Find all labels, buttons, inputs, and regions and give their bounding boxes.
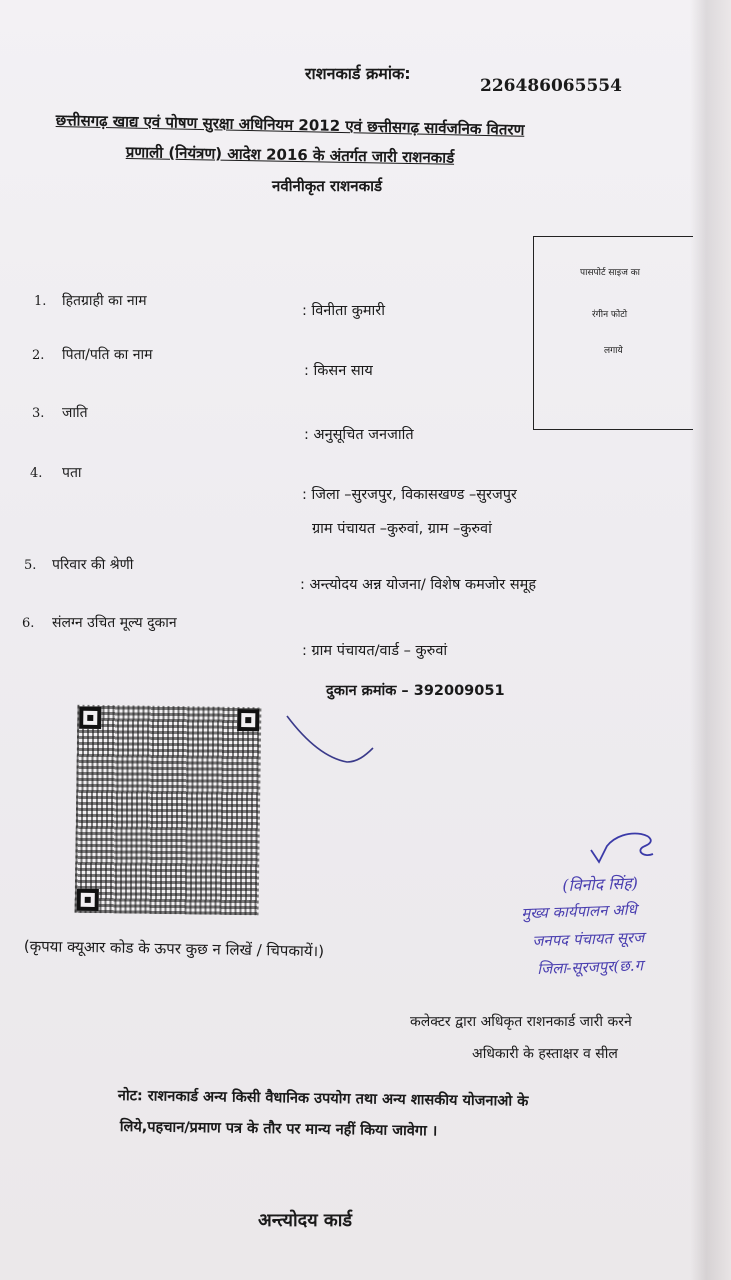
field-value-beneficiary-name: : विनीता कुमारी xyxy=(302,303,385,319)
field-label-family-category: परिवार की श्रेणी xyxy=(52,557,134,573)
field-value-caste: : अनुसूचित जनजाति xyxy=(304,427,414,443)
qr-code xyxy=(75,705,262,916)
field-label-beneficiary-name: हितग्राही का नाम xyxy=(62,293,147,309)
field-number: 2. xyxy=(32,348,45,363)
field-value-family-category: : अन्त्योदय अन्न योजना/ विशेष कमजोर समूह xyxy=(300,577,537,593)
header-line-2: प्रणाली (नियंत्रण) आदेश 2016 के अंतर्गत जारी राशनकार्ड xyxy=(125,142,455,167)
field-label-fair-price-shop: संलग्न उचित मूल्य दुकान xyxy=(52,615,177,631)
field-value-father-husband-name: : किसन साय xyxy=(304,363,373,379)
field-label-father-husband-name: पिता/पति का नाम xyxy=(62,347,153,363)
card-number-value: 226486065554 xyxy=(480,76,622,96)
disclaimer-note-line-1: नोट: राशनकार्ड अन्य किसी वैधानिक उपयोग तथा अन्य शासकीय योजनाओ के xyxy=(117,1087,529,1110)
signature-caption-line-2: अधिकारी के हस्ताक्षर व सील xyxy=(472,1046,618,1062)
official-seal-stamp xyxy=(520,869,724,996)
qr-finder-top-right xyxy=(237,709,259,731)
photo-box-line-3: लगाये xyxy=(604,346,623,356)
photo-box xyxy=(533,236,693,430)
photo-box-line-1: पासपोर्ट साइज का xyxy=(580,268,640,278)
field-value-fair-price-shop: : ग्राम पंचायत/वार्ड – कुरुवां xyxy=(302,643,448,659)
card-number-label: राशनकार्ड क्रमांक: xyxy=(305,64,411,83)
field-label-caste: जाति xyxy=(62,405,88,421)
qr-instruction-note: (कृपया क्यूआर कोड के ऊपर कुछ न लिखें / चिपकायें।) xyxy=(23,936,325,961)
header-line-3: नवीनीकृत राशनकार्ड xyxy=(272,177,383,195)
photo-box-line-2: रंगीन फोटो xyxy=(592,310,628,320)
qr-finder-top-left xyxy=(79,707,101,729)
handwritten-tick-mark xyxy=(285,712,375,772)
field-number: 1. xyxy=(34,294,47,309)
field-value-address-line-2: ग्राम पंचायत –कुरुवां, ग्राम –कुरुवां xyxy=(312,521,492,537)
field-label-address: पता xyxy=(62,465,82,481)
stamp-line-3: जनपद पंचायत सूरज xyxy=(531,928,645,951)
field-value-shop-number: दुकान क्रमांक – 392009051 xyxy=(326,683,505,699)
signature-caption-line-1: कलेक्टर द्वारा अधिकृत राशनकार्ड जारी करने xyxy=(410,1014,632,1030)
field-number: 4. xyxy=(30,466,43,481)
signature-scribble xyxy=(585,828,665,876)
field-number: 6. xyxy=(22,616,35,631)
stamp-line-1: (विनोद सिंह) xyxy=(562,873,639,896)
qr-finder-bottom-left xyxy=(77,889,99,911)
header-line-1: छत्तीसगढ़ खाद्य एवं पोषण सुरक्षा अधिनियम 2012 एवं छत्तीसगढ़ सार्वजनिक वितरण xyxy=(55,110,525,139)
paper-crease xyxy=(690,0,731,1280)
stamp-line-2: मुख्य कार्यपालन अधि xyxy=(520,900,638,923)
stamp-line-4: जिला-सूरजपुर(छ.ग xyxy=(536,956,644,978)
field-number: 3. xyxy=(32,406,45,421)
disclaimer-note-line-2: लिये,पहचान/प्रमाण पत्र के तौर पर मान्य नहीं किया जावेगा । xyxy=(119,1118,438,1140)
card-type-footer: अन्त्योदय कार्ड xyxy=(258,1210,353,1231)
field-number: 5. xyxy=(24,558,37,573)
field-value-address: : जिला –सुरजपुर, विकासखण्ड –सुरजपुर xyxy=(302,487,517,503)
